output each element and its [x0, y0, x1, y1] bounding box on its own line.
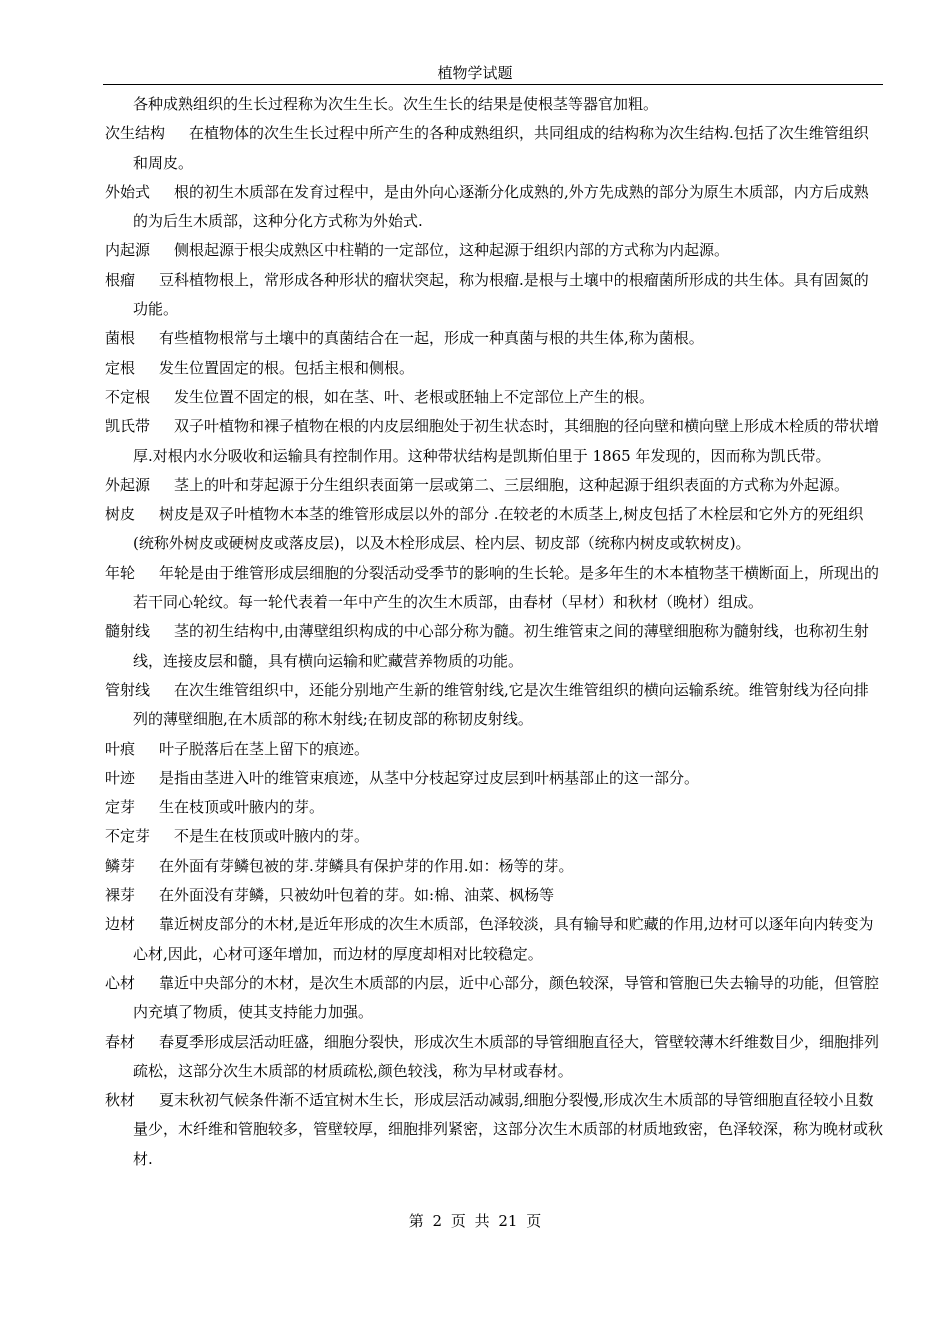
glossary-definition: 靠近树皮部分的木材,是近年形成的次生木质部，色泽较淡，具有输导和贮藏的作用,边材可以逐年向内转变为心材,因此，心材可逐年增加，而边材的厚度却相对比较稳定。 — [133, 915, 874, 963]
glossary-term: 内起源 — [105, 241, 151, 260]
glossary-term: 心材 — [105, 973, 136, 992]
glossary-entry — [105, 1086, 883, 1174]
glossary-entry — [105, 119, 883, 178]
glossary-entry — [105, 822, 883, 851]
glossary-entry — [105, 559, 883, 618]
glossary-definition: 发生位置不固定的根，如在茎、叶、老根或胚轴上不定部位上产生的根。 — [174, 387, 655, 406]
glossary-term: 边材 — [105, 915, 136, 934]
glossary-term: 叶痕 — [105, 739, 136, 758]
glossary-definition: 叶子脱落后在茎上留下的痕迹。 — [159, 739, 370, 758]
glossary-definition: 双子叶植物和裸子植物在根的内皮层细胞处于初生状态时，其细胞的径向壁和横向壁上形成木栓质的带状增厚.对根内水分吸收和运输具有控制作用。这种带状结构是凯斯伯里于 1865 年发现的，因而称为凯氏带。 — [133, 417, 880, 465]
glossary-term: 定芽 — [105, 798, 136, 817]
glossary-definition: 靠近中央部分的木材，是次生木质部的内层，近中心部分，颜色较深，导管和管胞已失去输导的功能，但管腔内充填了物质，使其支持能力加强。 — [133, 973, 880, 1022]
glossary-entry — [105, 617, 883, 676]
glossary-entry — [105, 793, 883, 822]
glossary-definition: 在植物体的次生生长过程中所产生的各种成熟组织，共同组成的结构称为次生结构.包括了次生维管组织和周皮。 — [133, 124, 869, 172]
glossary-definition: 在外面没有芽鳞，只被幼叶包着的芽。如:棉、油菜、枫杨等 — [159, 886, 555, 905]
glossary-entry — [105, 412, 883, 471]
document-body — [105, 90, 883, 1174]
glossary-term: 根瘤 — [105, 270, 136, 289]
glossary-definition: 茎上的叶和芽起源于分生组织表面第一层或第二、三层细胞，这种起源于组织表面的方式称为外起源。 — [174, 475, 850, 494]
glossary-entry — [105, 471, 883, 500]
glossary-entry — [105, 500, 883, 559]
glossary-entry — [105, 735, 883, 764]
glossary-definition: 侧根起源于根尖成熟区中柱鞘的一定部位，这种起源于组织内部的方式称为内起源。 — [174, 241, 730, 260]
glossary-definition: 根的初生木质部在发育过程中，是由外向心逐渐分化成熟的,外方先成熟的部分为原生木质部，内方后成熟的为后生木质部，这种分化方式称为外始式. — [133, 182, 869, 231]
glossary-entry — [105, 676, 883, 735]
glossary-term: 叶迹 — [105, 768, 136, 787]
glossary-definition: 夏末秋初气候条件渐不适宜树木生长，形成层活动减弱,细胞分裂慢,形成次生木质部的导管细胞直径较小且数量少，木纤维和管胞较多，管壁较厚，细胞排列紧密，这部分次生木质部的材质地致密，色泽较深，称为晚材或秋材. — [133, 1091, 884, 1168]
glossary-entry — [105, 266, 883, 325]
glossary-term: 外始式 — [105, 182, 151, 201]
glossary-term: 凯氏带 — [105, 417, 151, 436]
glossary-term: 髓射线 — [105, 622, 151, 641]
glossary-term: 菌根 — [105, 329, 136, 348]
glossary-definition: 豆科植物根上，常形成各种形状的瘤状突起，称为根瘤.是根与土壤中的根瘤菌所形成的共生体。具有固氮的功能。 — [133, 270, 869, 319]
glossary-term: 次生结构 — [105, 124, 166, 143]
glossary-entry — [105, 383, 883, 412]
intro-continuation: 各种成熟组织的生长过程称为次生生长。次生生长的结果是使根茎等器官加粗。 — [133, 95, 659, 113]
glossary-definition: 春夏季形成层活动旺盛，细胞分裂快，形成次生木质部的导管细胞直径大，管壁较薄木纤维数目少，细胞排列疏松，这部分次生木质部的材质疏松,颜色较浅，称为早材或春材。 — [133, 1032, 880, 1080]
page-header-title: 植物学试题 — [437, 64, 513, 82]
glossary-term: 管射线 — [105, 680, 151, 699]
glossary-term: 春材 — [105, 1032, 136, 1051]
glossary-term: 树皮 — [105, 505, 136, 524]
glossary-term: 不定根 — [105, 387, 151, 406]
glossary-definition: 有些植物根常与土壤中的真菌结合在一起，形成一种真菌与根的共生体,称为菌根。 — [159, 329, 704, 348]
glossary-list — [105, 119, 883, 1174]
glossary-definition: 是指由茎进入叶的维管束痕迹，从茎中分枝起穿过皮层到叶柄基部止的这一部分。 — [159, 768, 700, 787]
header-divider — [103, 84, 883, 85]
page-footer: 第 2 页 共 21 页 — [408, 1212, 542, 1230]
glossary-term: 不定芽 — [105, 827, 151, 846]
glossary-definition: 在次生维管组织中，还能分别地产生新的维管射线,它是次生维管组织的横向运输系统。维管射线为径向排列的薄壁细胞,在木质部的称木射线;在韧皮部的称韧皮射线。 — [133, 680, 869, 729]
glossary-definition: 生在枝顶或叶腋内的芽。 — [159, 798, 325, 817]
glossary-term: 年轮 — [105, 563, 136, 582]
glossary-term: 裸芽 — [105, 886, 136, 905]
glossary-term: 秋材 — [105, 1091, 136, 1110]
glossary-definition: 树皮是双子叶植物木本茎的维管形成层以外的部分 .在较老的木质茎上,树皮包括了木栓层和它外方的死组织(统称外树皮或硬树皮或落皮层)，以及木栓形成层、栓内层、韧皮部（统称内树皮或软树皮)。 — [133, 505, 864, 553]
glossary-term: 外起源 — [105, 475, 151, 494]
glossary-definition: 发生位置固定的根。包括主根和侧根。 — [159, 358, 415, 377]
glossary-entry — [105, 910, 883, 969]
glossary-definition: 茎的初生结构中,由薄壁组织构成的中心部分称为髓。初生维管束之间的薄壁细胞称为髓射线，也称初生射线，连接皮层和髓，具有横向运输和贮藏营养物质的功能。 — [133, 622, 869, 670]
glossary-term: 鳞芽 — [105, 856, 136, 875]
glossary-entry — [105, 969, 883, 1028]
glossary-entry — [105, 1028, 883, 1087]
glossary-entry — [105, 852, 883, 881]
glossary-entry — [105, 324, 883, 353]
glossary-entry — [105, 354, 883, 383]
glossary-entry — [105, 764, 883, 793]
glossary-entry — [105, 881, 883, 910]
glossary-definition: 在外面有芽鳞包被的芽.芽鳞具有保护芽的作用.如：杨等的芽。 — [159, 856, 574, 875]
glossary-definition: 不是生在枝顶或叶腋内的芽。 — [174, 827, 370, 846]
glossary-entry — [105, 236, 883, 265]
glossary-entry — [105, 178, 883, 237]
glossary-term: 定根 — [105, 358, 136, 377]
glossary-definition: 年轮是由于维管形成层细胞的分裂活动受季节的影响的生长轮。是多年生的木本植物茎干横断面上，所现出的若干同心轮纹。每一轮代表着一年中产生的次生木质部，由春材（早材）和秋材（晚材）组成。 — [133, 563, 880, 612]
